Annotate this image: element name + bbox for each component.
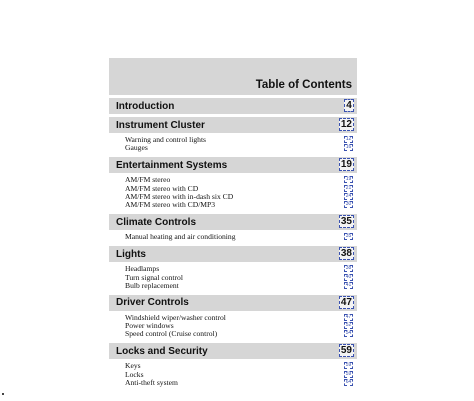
subsection-row: [109, 330, 357, 338]
section-page-link[interactable]: 19: [340, 159, 352, 171]
subsection-page-link[interactable]: 30: [345, 200, 352, 207]
section-title-link[interactable]: Driver Controls: [116, 297, 189, 309]
section-page-link[interactable]: 12: [340, 119, 352, 130]
table-of-contents: [109, 58, 357, 389]
subsection-link[interactable]: AM/FM stereo with CD: [125, 183, 199, 193]
subsection-link[interactable]: AM/FM stereo with CD/MP3: [125, 199, 216, 209]
subsection-row: [109, 144, 357, 152]
subsection-link[interactable]: Windshield wiper/washer control: [125, 312, 226, 322]
subsection-link[interactable]: AM/FM stereo with in-dash six CD: [125, 191, 234, 201]
section-header: [109, 117, 357, 133]
subsection-link[interactable]: Turn signal control: [125, 272, 183, 282]
subsection-row: [109, 282, 357, 290]
subsection-list: [109, 311, 357, 341]
subsection-row: [109, 201, 357, 209]
toc-section: [109, 98, 357, 114]
subsection-link[interactable]: AM/FM stereo: [125, 175, 171, 185]
section-title-link[interactable]: Climate Controls: [116, 216, 197, 228]
subsection-list: [109, 230, 357, 243]
section-title-link[interactable]: Lights: [116, 248, 146, 260]
section-title-link[interactable]: Instrument Cluster: [116, 119, 205, 131]
section-header: [109, 295, 357, 311]
subsection-page-link[interactable]: 38: [345, 265, 352, 272]
subsection-list: [109, 173, 357, 211]
subsection-link[interactable]: Locks: [125, 369, 144, 379]
section-page-link[interactable]: 38: [340, 248, 352, 260]
section-title-link[interactable]: Locks and Security: [116, 345, 208, 357]
subsection-link[interactable]: Anti-theft system: [125, 377, 178, 387]
toc-section: [109, 295, 357, 341]
subsection-link[interactable]: Speed control (Cruise control): [125, 329, 218, 339]
subsection-page-link[interactable]: 12: [345, 136, 352, 142]
subsection-page-link[interactable]: 54: [345, 330, 352, 337]
subsection-page-link[interactable]: 47: [345, 313, 352, 320]
subsection-page-link[interactable]: 64: [345, 378, 352, 385]
subsection-list: [109, 359, 357, 389]
subsection-row: [109, 362, 357, 370]
subsection-page-link[interactable]: 59: [345, 370, 352, 377]
page-title: Table of Contents: [255, 79, 352, 91]
subsection-page-link[interactable]: 19: [345, 176, 352, 183]
subsection-page-link[interactable]: 16: [345, 144, 352, 151]
section-header: [109, 343, 357, 359]
subsection-page-link[interactable]: 59: [345, 362, 352, 369]
subsection-row: [109, 233, 357, 241]
section-header: [109, 214, 357, 230]
subsection-page-link[interactable]: 40: [345, 273, 352, 280]
toc-section: [109, 343, 357, 389]
subsection-link[interactable]: Power windows: [125, 321, 174, 331]
subsection-link[interactable]: Gauges: [125, 143, 148, 153]
subsection-list: [109, 262, 357, 292]
section-list: [109, 98, 357, 389]
section-header: [109, 157, 357, 173]
toc-section: [109, 246, 357, 292]
subsection-page-link[interactable]: 24: [345, 192, 352, 199]
section-title-link[interactable]: Entertainment Systems: [116, 159, 228, 171]
section-page-link[interactable]: 35: [340, 216, 352, 228]
subsection-page-link[interactable]: 21: [345, 184, 352, 191]
subsection-page-link[interactable]: 41: [345, 281, 352, 288]
section-header: [109, 98, 357, 114]
subsection-page-link[interactable]: 52: [345, 322, 352, 329]
section-title-link[interactable]: Introduction: [116, 100, 175, 112]
section-page-link[interactable]: 4: [344, 99, 354, 112]
header-band: [109, 58, 357, 95]
section-header: [109, 246, 357, 262]
subsection-link[interactable]: Manual heating and air conditioning: [125, 232, 236, 242]
subsection-link[interactable]: Keys: [125, 361, 141, 371]
toc-section: [109, 117, 357, 154]
subsection-page-link[interactable]: 35: [345, 233, 352, 240]
toc-section: [109, 157, 357, 211]
toc-section: [109, 214, 357, 243]
page-mark: [2, 393, 4, 395]
subsection-row: [109, 379, 357, 387]
subsection-list: [109, 133, 357, 154]
subsection-link[interactable]: Warning and control lights: [125, 135, 207, 144]
subsection-link[interactable]: Headlamps: [125, 264, 160, 274]
section-page-link[interactable]: 59: [340, 345, 352, 357]
section-page-link[interactable]: 47: [340, 296, 352, 308]
subsection-link[interactable]: Bulb replacement: [125, 280, 179, 290]
